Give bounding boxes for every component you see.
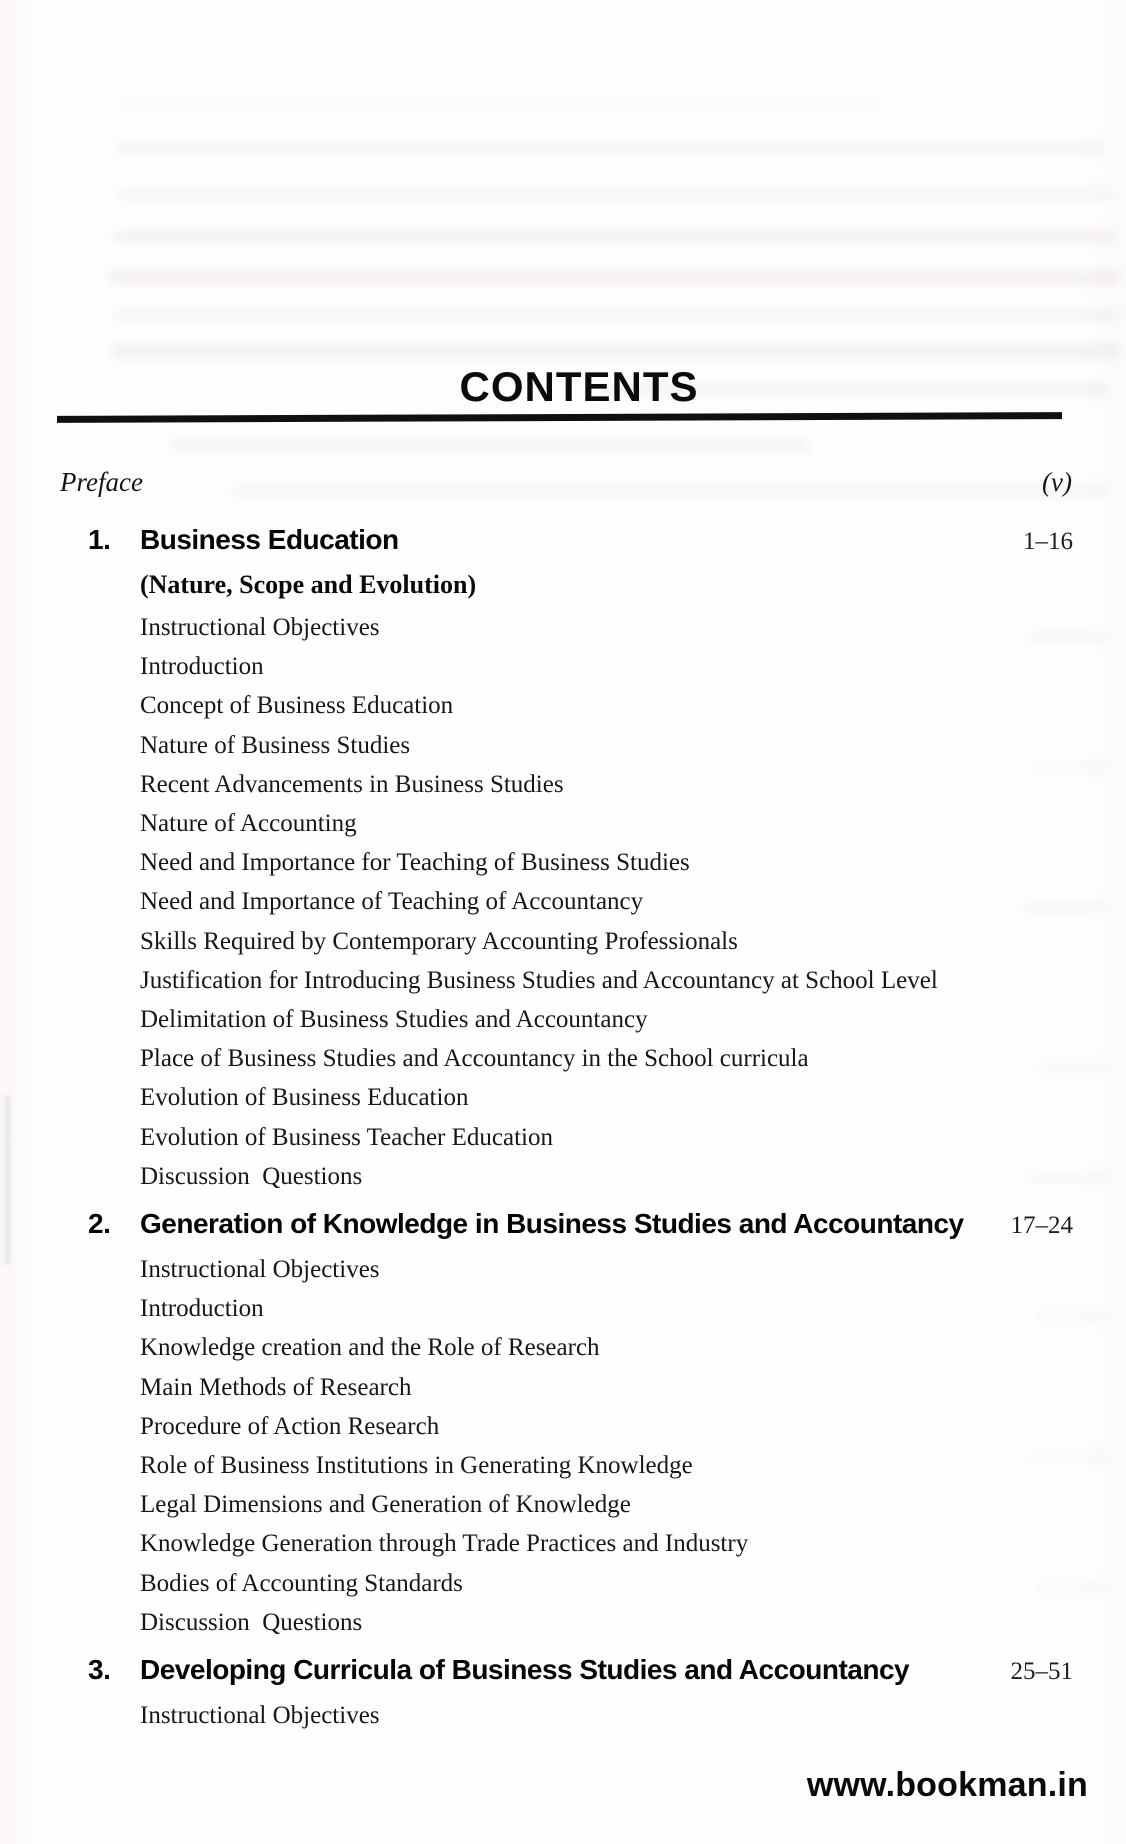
toc-item: Introduction — [140, 653, 264, 681]
toc-item: Concept of Business Education — [140, 692, 454, 720]
chapter-title: Developing Curricula of Business Studies and Accountancy — [140, 1654, 910, 1686]
preface-row — [0, 460, 1126, 504]
page-title: CONTENTS — [459, 363, 699, 410]
toc-item: Need and Importance of Teaching of Accountancy — [140, 888, 644, 916]
chapter-page-range: 17–24 — [1010, 1212, 1073, 1240]
chapter-head — [0, 1648, 1126, 1694]
toc-item: Place of Business Studies and Accountancy in the School curricula — [140, 1045, 809, 1073]
ghost-smudge — [115, 186, 1115, 202]
website-watermark: www.bookman.in — [806, 1766, 1088, 1804]
toc-item: Skills Required by Contemporary Accounting Professionals — [140, 927, 738, 955]
toc-item: Knowledge Generation through Trade Practices and Industry — [140, 1530, 749, 1558]
chapter-page-range: 25–51 — [1010, 1658, 1073, 1686]
chapter-entry — [0, 1648, 1126, 1735]
toc-item: Instructional Objectives — [140, 614, 380, 641]
chapter-title: Generation of Knowledge in Business Studies and Accountancy — [140, 1208, 964, 1240]
chapter-items — [0, 608, 1126, 1196]
toc-item: Evolution of Business Teacher Education — [140, 1123, 553, 1151]
chapter-subtitle: (Nature, Scope and Evolution) — [140, 570, 477, 599]
title-rule — [57, 412, 1062, 423]
chapter-page-range: 1–16 — [1023, 528, 1073, 555]
chapter-entry — [0, 1202, 1126, 1642]
preface-label: Preface — [60, 467, 143, 497]
ghost-smudge — [170, 438, 810, 454]
toc-item: Instructional Objectives — [140, 1256, 380, 1284]
toc-item: Nature of Business Studies — [140, 731, 411, 759]
ghost-smudge — [115, 140, 1105, 156]
chapter-head — [0, 1202, 1126, 1248]
chapter-title: Business Education — [140, 524, 399, 555]
toc-item: Justification for Introducing Business Studies and Accountancy at School Level — [140, 966, 938, 994]
chapter-items — [0, 1696, 1126, 1735]
toc-item: Recent Advancements in Business Studies — [140, 770, 564, 798]
toc-item: Role of Business Institutions in Generating Knowledge — [140, 1452, 693, 1480]
toc-item: Introduction — [140, 1295, 264, 1323]
table-of-contents — [0, 460, 1126, 1735]
toc-item: Nature of Accounting — [140, 810, 357, 838]
ghost-smudge — [112, 228, 1117, 246]
toc-item: Instructional Objectives — [140, 1702, 380, 1730]
chapter-items — [0, 1250, 1126, 1642]
toc-item: Bodies of Accounting Standards — [140, 1569, 463, 1597]
toc-item: Need and Importance for Teaching of Business Studies — [140, 849, 690, 877]
chapter-head — [0, 518, 1126, 564]
ghost-smudge — [110, 342, 1120, 360]
ghost-smudge — [112, 306, 1120, 322]
toc-item: Procedure of Action Research — [140, 1412, 440, 1440]
ghost-smudge — [120, 96, 880, 110]
toc-item: Discussion Questions — [140, 1162, 363, 1190]
chapter-number: 2. — [88, 1208, 111, 1240]
toc-item: Legal Dimensions and Generation of Knowledge — [140, 1491, 631, 1519]
toc-item: Main Methods of Research — [140, 1373, 412, 1401]
chapter-number: 3. — [88, 1654, 111, 1686]
preface-page-number: (v) — [1042, 467, 1072, 497]
toc-item: Delimitation of Business Studies and Accountancy — [140, 1006, 648, 1034]
chapter-number: 1. — [88, 524, 111, 555]
toc-item: Evolution of Business Education — [140, 1084, 469, 1112]
toc-item: Knowledge creation and the Role of Research — [140, 1334, 600, 1362]
chapter-entry — [0, 518, 1126, 1196]
chapter-list — [0, 518, 1126, 1735]
ghost-smudge — [108, 268, 1120, 286]
toc-item: Discussion Questions — [140, 1608, 363, 1636]
